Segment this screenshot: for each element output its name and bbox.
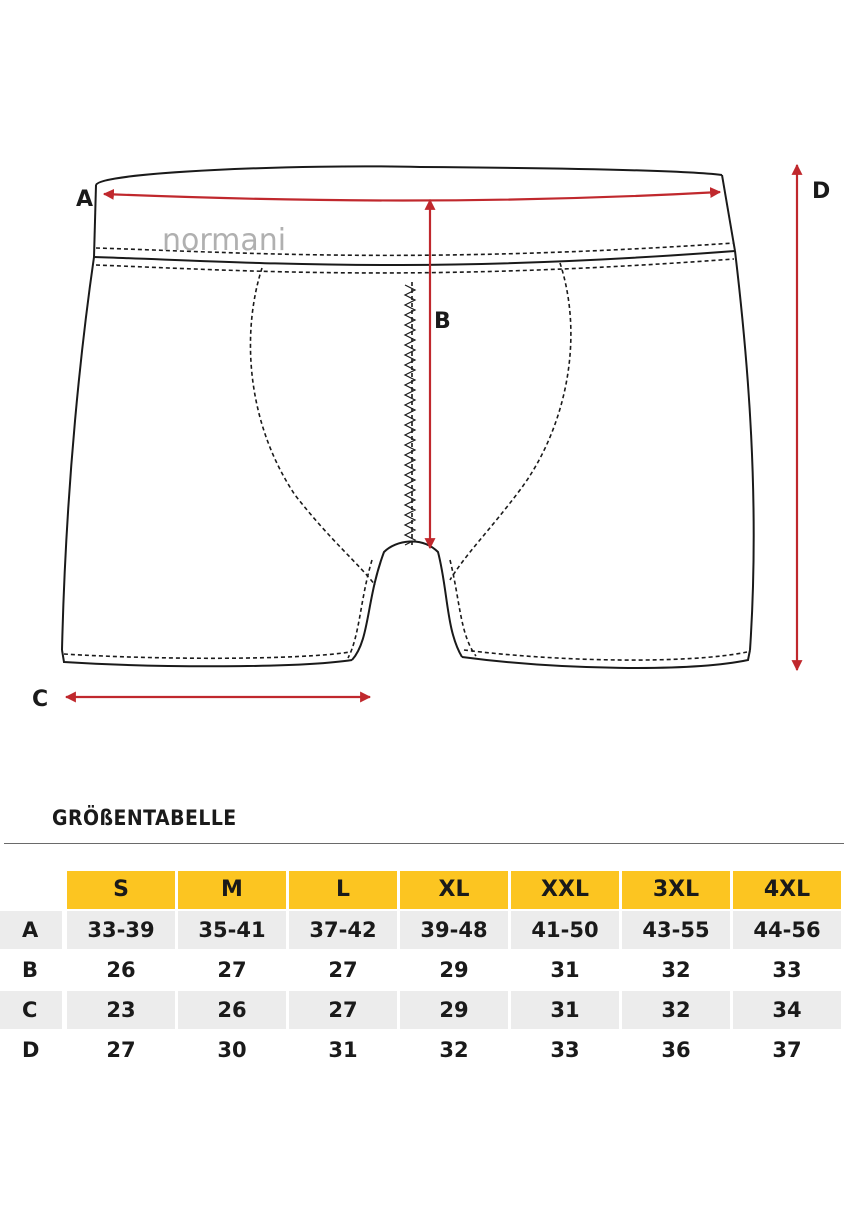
label-d: D — [812, 179, 831, 204]
table-cell: 27 — [217, 958, 247, 982]
table-cell: 33 — [772, 958, 802, 982]
table-cell: 41-50 — [511, 911, 619, 949]
table-cell: 35-41 — [178, 911, 286, 949]
table-cell: 32 — [622, 991, 730, 1029]
table-cell: 32 — [439, 1038, 469, 1062]
size-header-s: S — [67, 871, 175, 909]
label-c: C — [32, 687, 49, 712]
size-chart-title: GRÖßENTABELLE — [52, 806, 237, 830]
table-cell: 31 — [550, 958, 580, 982]
table-cell: 30 — [217, 1038, 247, 1062]
size-header-xxl: XXL — [511, 871, 619, 909]
label-b: B — [434, 309, 451, 334]
table-cell: 36 — [661, 1038, 691, 1062]
divider — [4, 843, 844, 844]
row-label: D — [22, 1038, 40, 1062]
row-label: C — [0, 991, 62, 1029]
label-a: A — [76, 187, 94, 212]
table-cell: 44-56 — [733, 911, 841, 949]
size-header-4xl: 4XL — [733, 871, 841, 909]
table-cell: 26 — [106, 958, 136, 982]
size-header-xl: XL — [400, 871, 508, 909]
table-cell: 29 — [439, 958, 469, 982]
table-cell: 27 — [328, 958, 358, 982]
table-cell: 34 — [733, 991, 841, 1029]
table-cell: 29 — [400, 991, 508, 1029]
center-seam — [405, 285, 415, 545]
size-header-m: M — [178, 871, 286, 909]
table-cell: 31 — [328, 1038, 358, 1062]
size-header-l: L — [289, 871, 397, 909]
row-label: B — [22, 958, 39, 982]
table-cell: 26 — [178, 991, 286, 1029]
arrow-a — [104, 192, 720, 201]
row-label: A — [0, 911, 62, 949]
table-cell: 43-55 — [622, 911, 730, 949]
table-cell: 33 — [550, 1038, 580, 1062]
table-cell: 33-39 — [67, 911, 175, 949]
table-cell: 23 — [67, 991, 175, 1029]
table-cell: 37-42 — [289, 911, 397, 949]
table-cell: 37 — [772, 1038, 802, 1062]
size-header-3xl: 3XL — [622, 871, 730, 909]
table-cell: 31 — [511, 991, 619, 1029]
table-cell: 32 — [661, 958, 691, 982]
table-cell: 27 — [106, 1038, 136, 1062]
brand-logo: normani — [162, 223, 287, 258]
table-cell: 27 — [289, 991, 397, 1029]
table-cell: 39-48 — [400, 911, 508, 949]
